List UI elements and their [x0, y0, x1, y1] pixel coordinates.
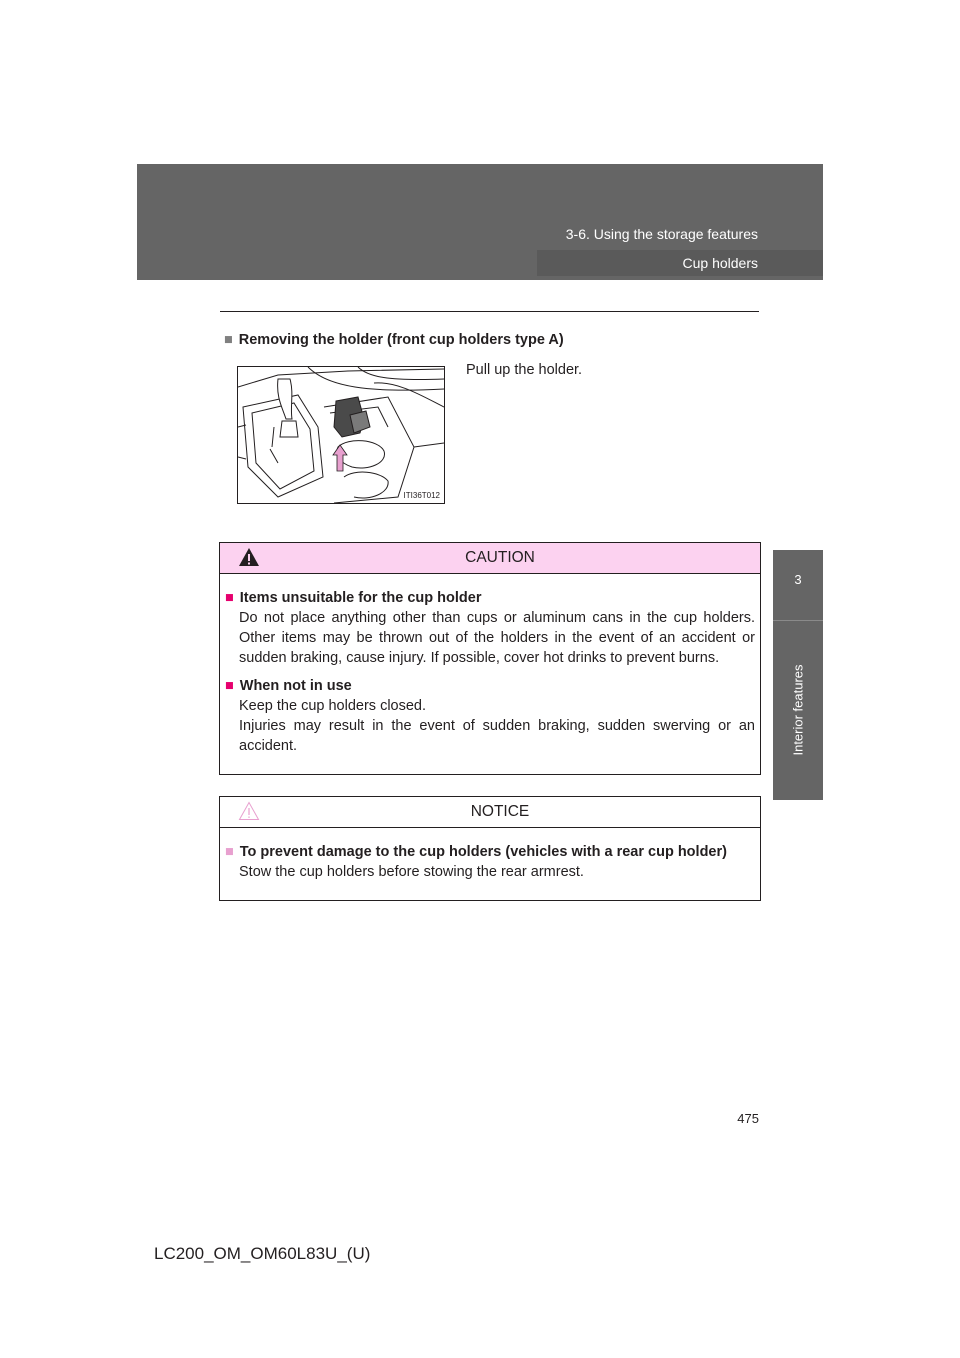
heading-marker: ■	[224, 332, 233, 348]
notice-item-text: Stow the cup holders before stowing the rear armrest.	[239, 864, 584, 880]
chapter-label: Interior features	[790, 664, 806, 756]
caution-item	[225, 588, 755, 668]
header-band	[137, 164, 823, 280]
header-subsection-strip	[537, 250, 823, 276]
caution-item-text-line2: Injuries may result in the event of sudden braking, sudden swerving or an accident.	[239, 718, 755, 754]
caution-item-text-line1: Keep the cup holders closed.	[239, 698, 427, 714]
warning-icon	[238, 547, 260, 567]
caution-item-title	[225, 588, 755, 608]
caution-header	[220, 543, 760, 574]
cup-holder-illustration	[237, 366, 445, 504]
notice-box	[219, 796, 761, 901]
header-subsection-title: Cup holders	[682, 255, 758, 271]
notice-header	[220, 797, 760, 828]
console-drawing	[238, 367, 444, 503]
notice-item-title	[225, 842, 755, 862]
section-rule	[220, 311, 759, 312]
chapter-number: 3	[794, 572, 802, 587]
notice-warning-icon	[238, 801, 260, 821]
document-code: LC200_OM_OM60L83U_(U)	[154, 1244, 371, 1263]
notice-body	[220, 828, 760, 900]
notice-item	[225, 842, 755, 882]
caution-title: CAUTION	[465, 549, 535, 566]
header-section-title: 3-6. Using the storage features	[565, 226, 758, 242]
item-marker: ■	[225, 678, 234, 694]
heading-text: Removing the holder (front cup holders type A)	[238, 332, 564, 348]
item-marker: ■	[225, 590, 234, 606]
notice-item-title-text: To prevent damage to the cup holders (vehicles with a rear cup holder)	[239, 844, 727, 860]
caution-item-text: Do not place anything other than cups or aluminum cans in the cup holders. Other items may be thrown out of the holders in the event of an accident or sudden braking, cause injury. If possible, cover hot drinks to prevent burns.	[239, 610, 755, 666]
page-number: 475	[737, 1111, 759, 1126]
caution-item-title-text: Items unsuitable for the cup holder	[239, 590, 482, 606]
caution-box	[219, 542, 761, 775]
caution-body	[220, 574, 760, 774]
notice-title: NOTICE	[470, 803, 530, 820]
caution-item-title	[225, 676, 755, 696]
item-marker: ■	[225, 844, 234, 860]
chapter-side-tab	[773, 550, 823, 800]
caution-item-title-text: When not in use	[239, 678, 352, 694]
side-tab-divider	[773, 620, 823, 621]
figure-code: ITI36T012	[403, 491, 440, 500]
section-heading	[224, 332, 564, 348]
caution-item	[225, 676, 755, 756]
instruction-text: Pull up the holder.	[466, 362, 583, 378]
